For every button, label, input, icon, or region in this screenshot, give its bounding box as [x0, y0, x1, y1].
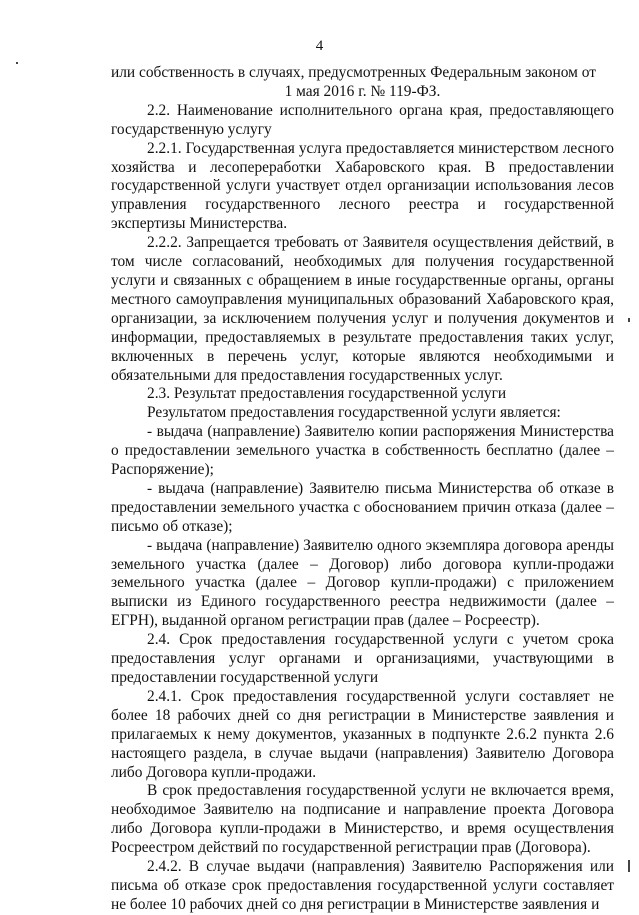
section-heading-2-3: 2.3. Результат предоставления государственной услуги — [147, 385, 507, 403]
document-body — [111, 64, 614, 915]
paragraph-time-exclusion: В срок предоставления государственной услуги не включается время, необходимое Заявителю на подписание и направление проекта Договора либо Договора купли-продажи в Министерство, и время осуществления Росреестром действий по государственной регистрации прав (Договора). — [111, 782, 614, 857]
paragraph-continuation-line: или собственность в случаях, предусмотренных Федеральным законом от — [111, 64, 596, 81]
scan-margin-mark — [628, 318, 630, 322]
paragraph-2-4-1: 2.4.1. Срок предоставления государственной услуги составляет не более 18 рабочих дней со дня регистрации в Министерстве заявления и прилагаемых к нему документов, указанных в подпункте 2.6.2 пункта 2.6 настоящего раздела, в случае выдачи (направления) Заявителю Договора либо Договора купли-продажи. — [111, 687, 614, 781]
scan-margin-mark — [628, 860, 630, 872]
section-heading-2-2: 2.2. Наименование исполнительного органа края, предоставляющего государственную услугу — [111, 101, 614, 138]
paragraph-continuation-end: 1 мая 2016 г. № 119-ФЗ. — [284, 82, 441, 100]
page-number: 4 — [315, 38, 324, 54]
list-item-order-copy: - выдача (направление) Заявителю копии распоряжения Министерства о предоставлении земельного участка в собственность бесплатно (далее – Распоряжение); — [111, 423, 614, 479]
section-heading-2-4: 2.4. Срок предоставления государственной услуги с учетом срока предоставления услуг органами и организациями, участвующими в предоставлении государственной услуги — [111, 631, 614, 686]
paragraph-result-intro: Результатом предоставления государственной услуги является: — [147, 404, 561, 422]
list-item-refusal-letter: - выдача (направление) Заявителю письма Министерства об отказе в предоставлении земельного участка с обоснованием причин отказа (далее – письмо об отказе); — [111, 479, 614, 535]
scan-margin-mark — [16, 62, 18, 64]
paragraph-2-2-1: 2.2.1. Государственная услуга предоставляется министерством лесного хозяйства и лесопереработки Хабаровского края. В предоставлении государственной услуги участвует отдел организации использования лесов управления государственного лесного реестра и государственной экспертизы Министерства. — [111, 139, 614, 233]
paragraph-2-2-2: 2.2.2. Запрещается требовать от Заявителя осуществления действий, в том числе согласований, необходимых для получения государственной услуги и связанных с обращением в иные государственные органы, органы местного самоуправления муниципальных образований Хабаровского края, организации, за исключением получения услуг и получения документов и информации, предоставляемых в результате предоставления таких услуг, включенных в перечень услуг, которые являются необходимыми и обязательными для предоставления государственных услуг. — [111, 234, 614, 384]
list-item-lease-contract: - выдача (направление) Заявителю одного экземпляра договора аренды земельного участка (далее – Договор) либо договора купли-продажи земельного участка (далее – Договор купли-продажи) с приложением выписки из Единого государственного реестра недвижимости (далее – ЕГРН), выданной органом регистрации прав (далее – Росреестр). — [111, 536, 614, 630]
paragraph-2-4-2: 2.4.2. В случае выдачи (направления) Заявителю Распоряжения или письма об отказе срок предоставления государственной услуги составляет не более 10 рабочих дней со дня регистрации в Министерстве заявления и — [111, 858, 614, 913]
